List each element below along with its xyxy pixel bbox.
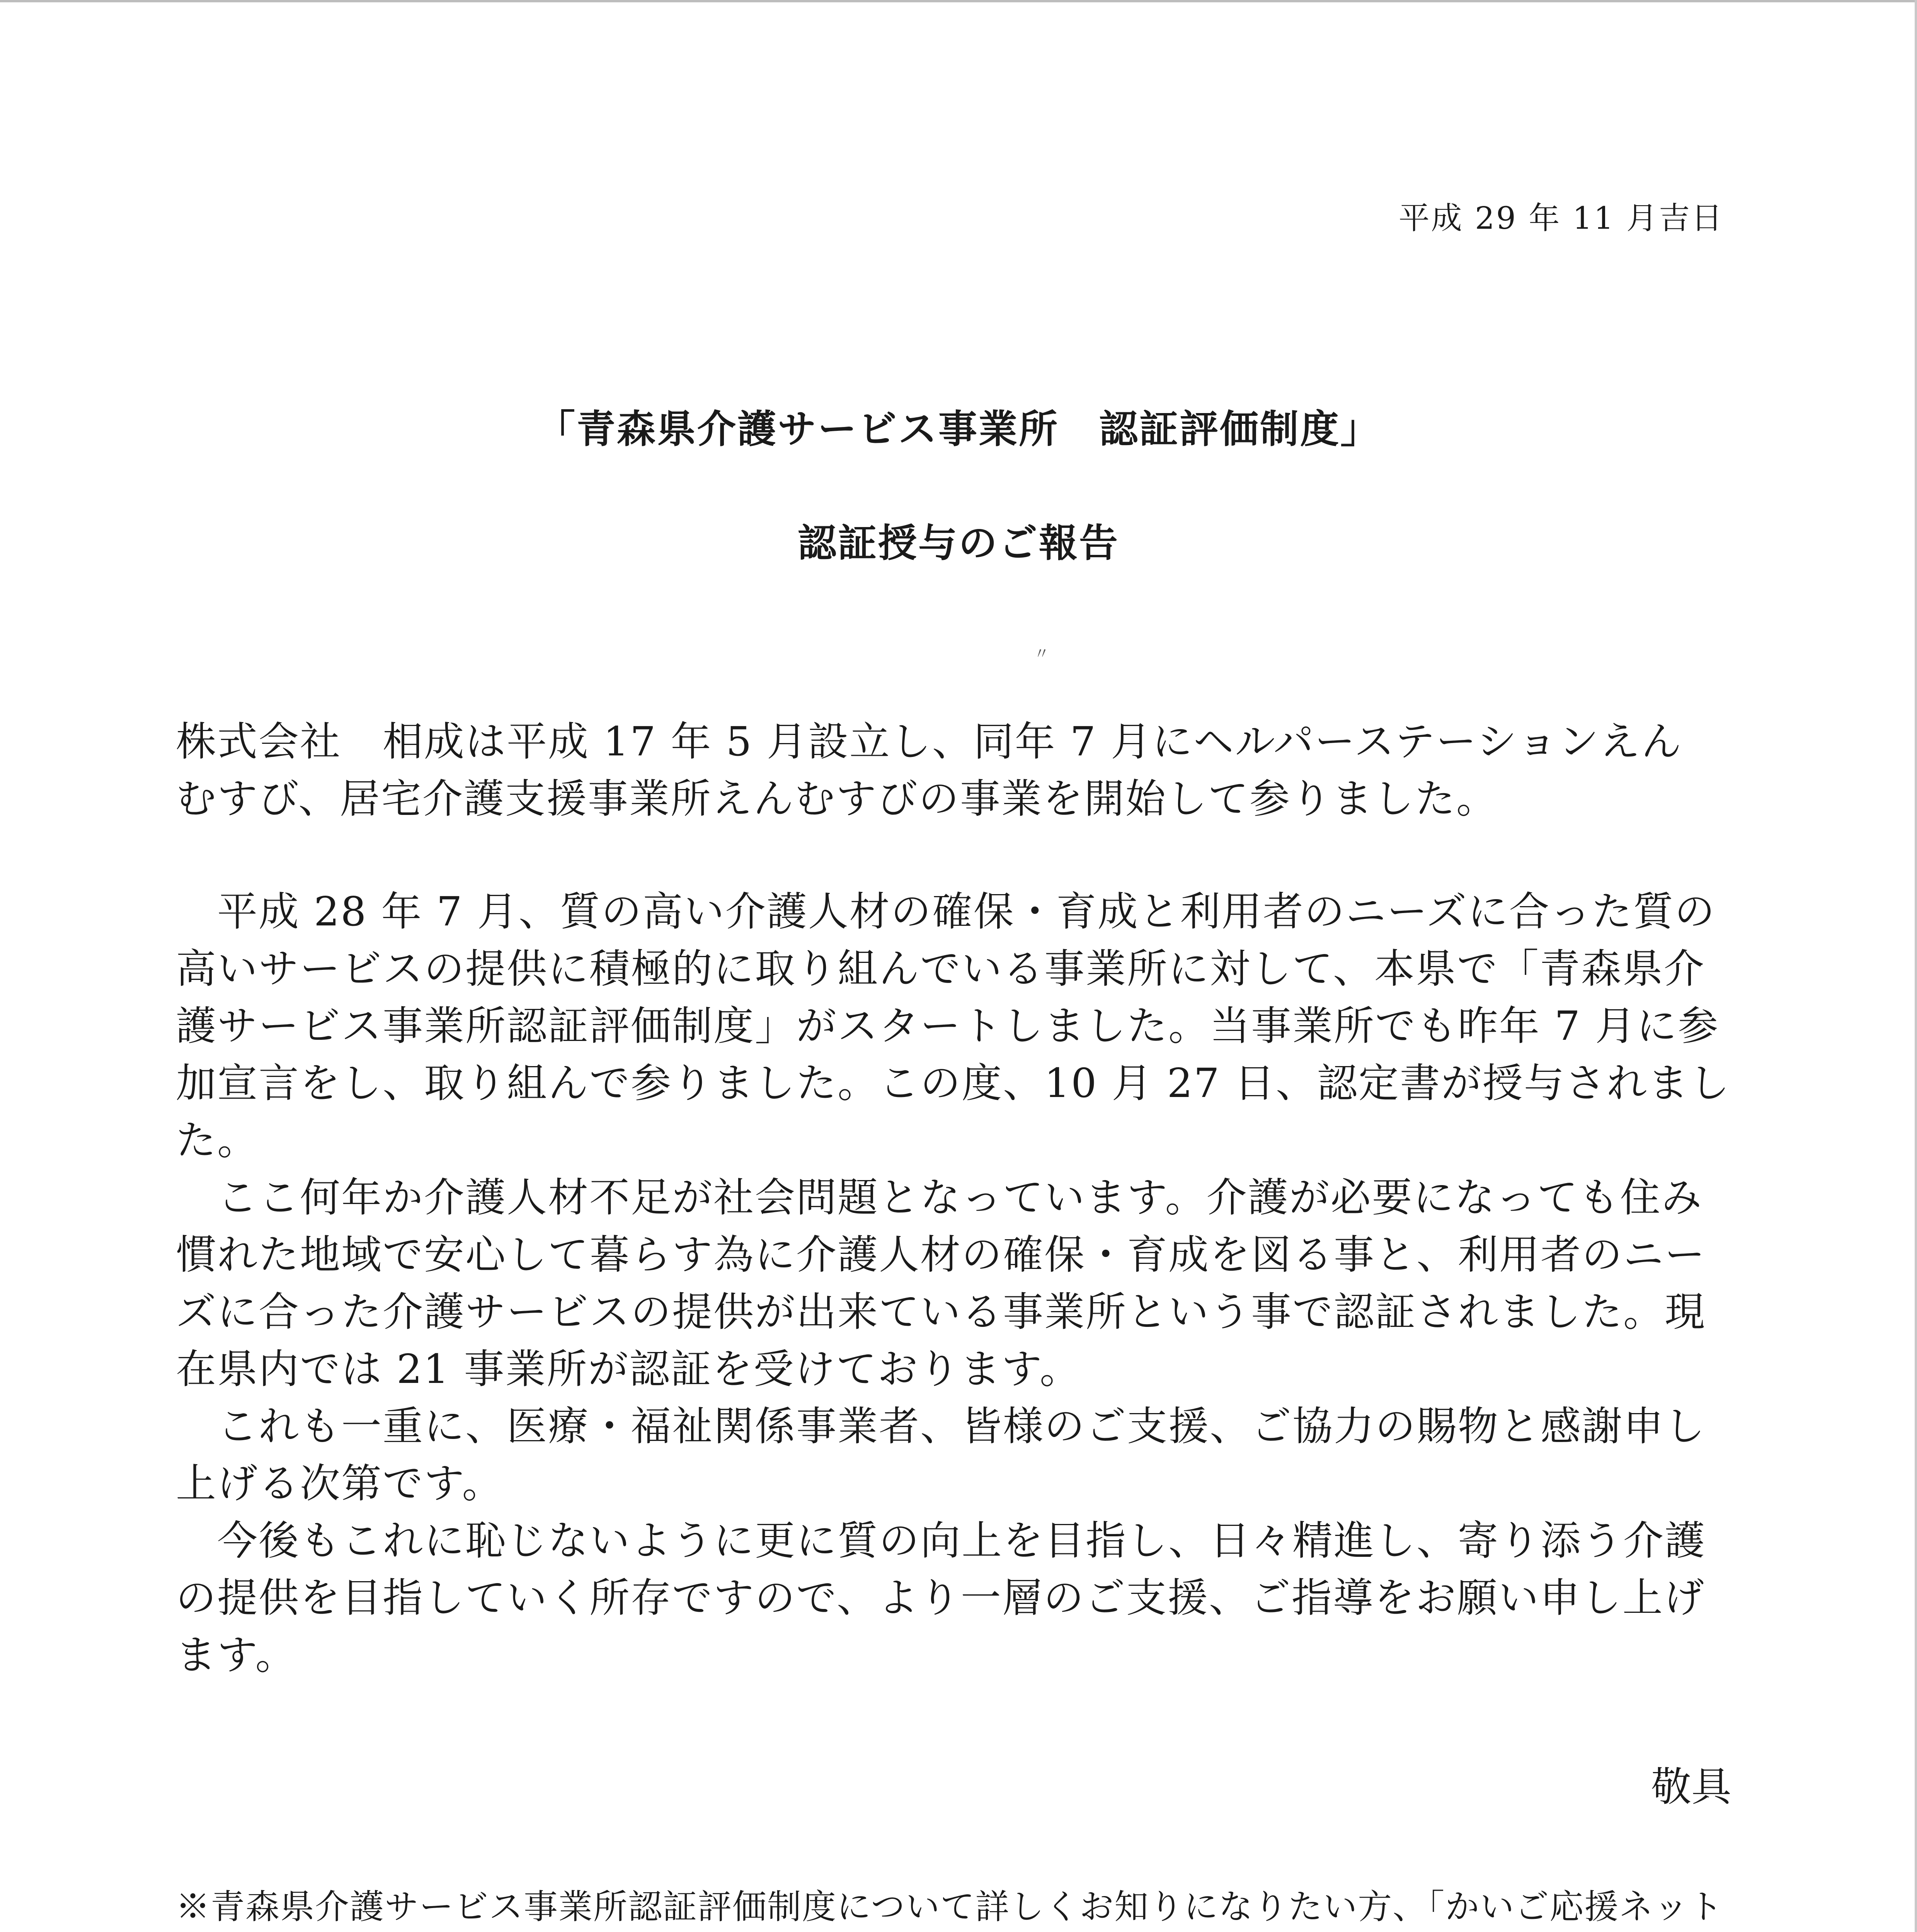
scan-speck: 〃 [1034, 645, 1049, 663]
scan-edge-right [1915, 0, 1917, 1932]
scan-edge-top [0, 0, 1917, 2]
reference-note-text: ※青森県介護サービス事業所認証評価制度について詳しくお知りになりたい方、「かいご応援ネット [176, 1887, 1724, 1927]
paragraph-introduction: 株式会社 相成は平成 17 年 5 月設立し、同年 7 月にヘルパーステーションえんむすび、居宅介護支援事業所えんむすびの事業を開始して参りました。 [176, 718, 1683, 822]
reference-note [176, 1878, 1741, 1932]
paragraph-body: 平成 28 年 7 月、質の高い介護人材の確保・育成と利用者のニーズに合った質の高いサービスの提供に積極的に取り組んでいる事業所に対して、本県で「青森県介護サービス事業所認証評価制度」がスタートしました。当事業所でも昨年 7 月に参加宣言をし、取り組んで参りました。この度、10 月 27 日、認定書が授与されました。 ここ何年か介護人材不足が社会問題となっています。介護が必要になっても住み慣れた地域で安心して暮らす為に介護人材の確保・育成を図る事と、利用者のニーズに合った介護サービスの提供が出来ている事業所という事で認証されました。現在県内では 21 事業所が認証を受けております。 これも一重に、医療・福祉関係事業者、皆様のご支援、ご協力の賜物と感謝申し上げる次第です。 今後もこれに恥じないように更に質の向上を目指し、日々精進し、寄り添う介護の提供を目指していく所存ですので、より一層のご支援、ご指導をお願い申し上げます。 [176, 888, 1731, 1679]
document-date: 平成 29 年 11 月吉日 [1398, 200, 1724, 236]
document-subtitle: 認証授与のご報告 [798, 520, 1119, 566]
closing-word: 敬具 [1651, 1763, 1731, 1810]
document-title: 「青森県介護サービス事業所 認証評価制度」 [536, 406, 1381, 452]
